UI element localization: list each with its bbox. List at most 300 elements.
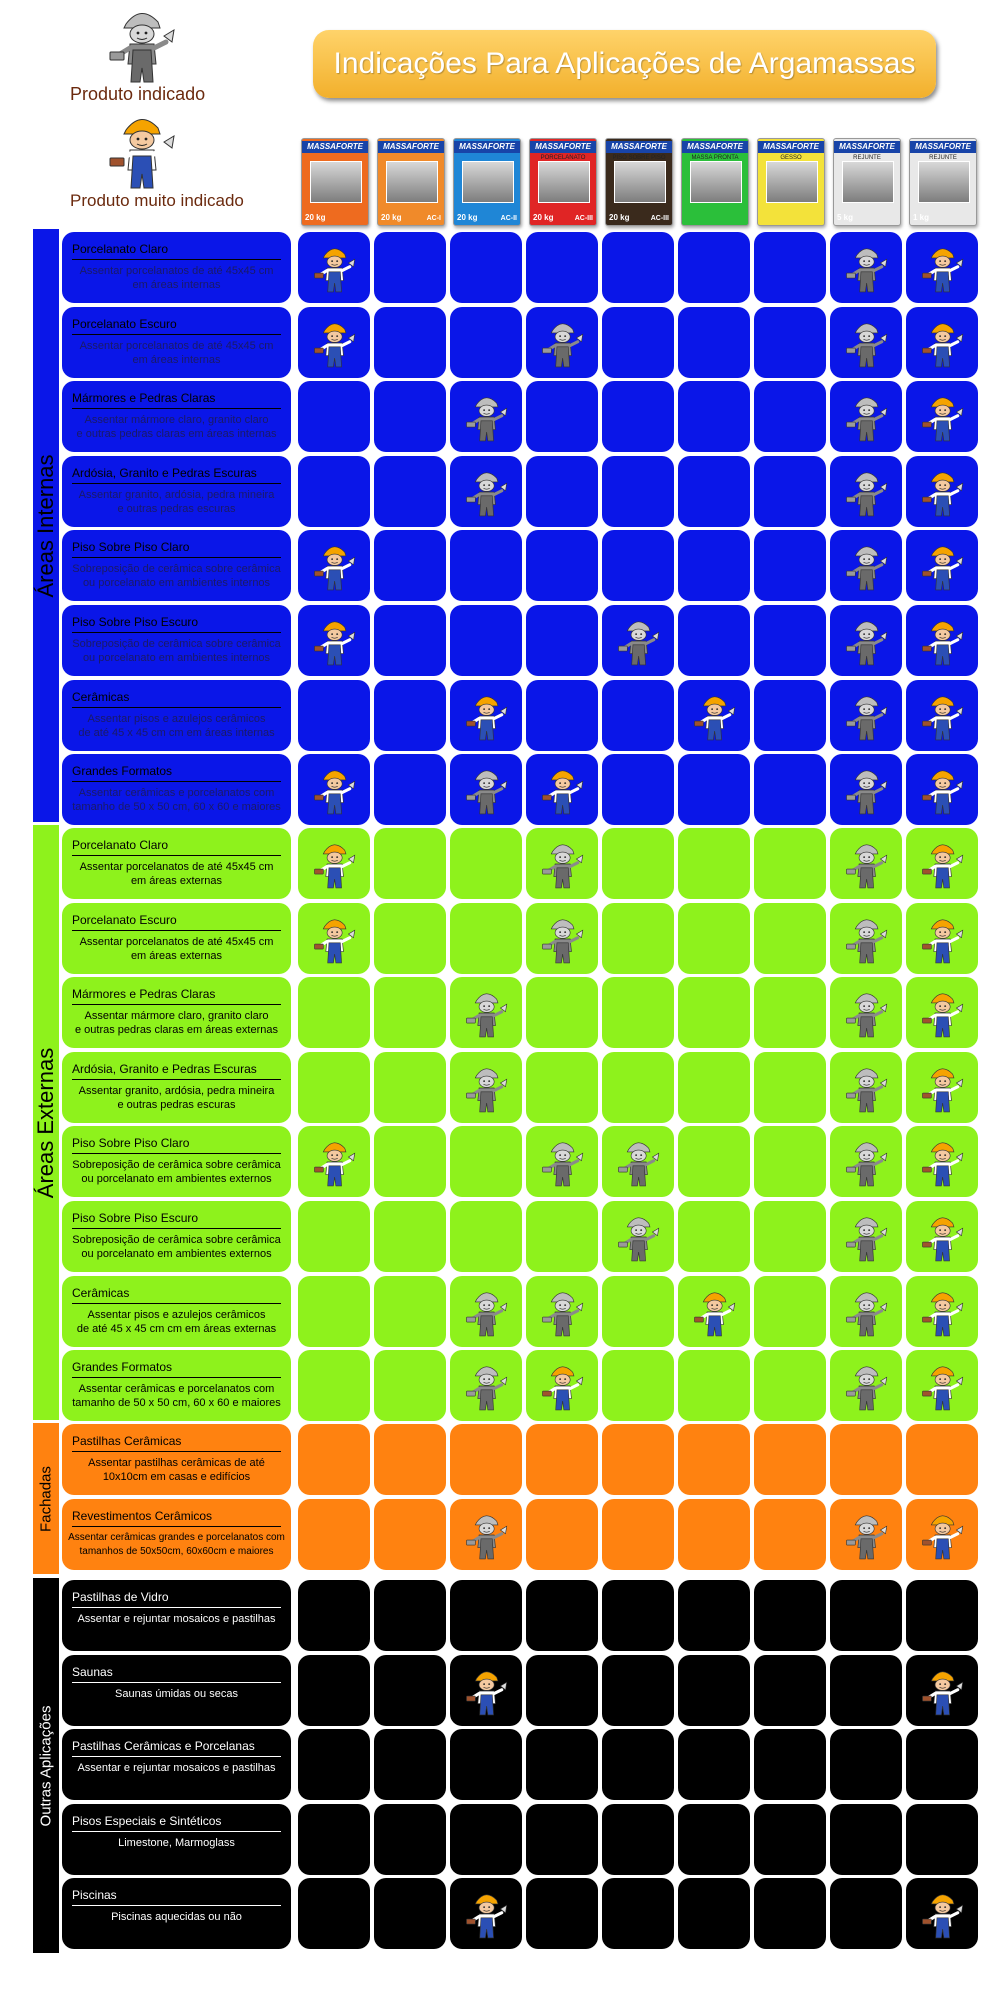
grid-cell — [906, 307, 978, 378]
grid-cell — [602, 1729, 674, 1800]
product-photo — [766, 161, 818, 203]
grid-cell — [374, 381, 446, 452]
grid-cell — [526, 680, 598, 751]
grid-cell — [830, 1878, 902, 1949]
title-divider — [72, 1451, 281, 1452]
application-detail: Assentar mármore claro, granito claro e outras pedras claras em áreas externas — [75, 1010, 278, 1037]
application-title: Mármores e Pedras Claras — [72, 987, 216, 1002]
worker-color-icon — [920, 238, 964, 298]
grid-cell — [906, 530, 978, 601]
worker-color-icon — [920, 1356, 964, 1416]
grid-cell — [830, 1655, 902, 1726]
worker-gray-icon — [844, 1282, 888, 1342]
worker-color-icon — [692, 1282, 736, 1342]
title-divider — [72, 1153, 281, 1154]
grid-cell — [374, 680, 446, 751]
worker-color-icon — [692, 686, 736, 746]
grid-cell — [602, 680, 674, 751]
title-divider — [72, 1831, 281, 1832]
grid-cell — [830, 828, 902, 899]
grid-cell — [374, 530, 446, 601]
worker-color-icon — [540, 1356, 584, 1416]
worker-color-icon — [920, 1282, 964, 1342]
worker-gray-icon — [540, 834, 584, 894]
grid-cell — [450, 307, 522, 378]
product-bag-8 — [831, 130, 901, 225]
title-divider — [72, 1303, 281, 1304]
worker-gray-icon — [464, 983, 508, 1043]
grid-cell — [906, 680, 978, 751]
worker-color-icon — [312, 760, 356, 820]
grid-cell — [450, 1052, 522, 1123]
worker-color-icon — [540, 760, 584, 820]
grid-cell — [678, 1350, 750, 1421]
grid-cell — [526, 754, 598, 825]
grid-cell — [602, 307, 674, 378]
worker-color-icon — [464, 1884, 508, 1944]
grid-cell — [754, 456, 826, 527]
grid-cell — [298, 1655, 370, 1726]
grid-cell — [374, 1052, 446, 1123]
product-name-label: PORCELANATO — [540, 155, 586, 161]
grid-cell — [298, 1729, 370, 1800]
grid-cell — [906, 1276, 978, 1347]
application-title: Cerâmicas — [72, 1285, 130, 1300]
worker-color-icon — [920, 1207, 964, 1267]
product-photo — [842, 161, 894, 203]
grid-cell — [754, 1424, 826, 1495]
grid-cell — [830, 1499, 902, 1570]
product-bag-body — [681, 138, 749, 226]
product-weight-label: 20 kg — [457, 213, 478, 222]
grid-cell — [906, 903, 978, 974]
application-title: Ardósia, Granito e Pedras Escuras — [72, 1061, 257, 1076]
product-bag-body — [833, 138, 901, 226]
application-description — [62, 828, 291, 899]
grid-cell — [906, 1424, 978, 1495]
grid-cell — [526, 1499, 598, 1570]
worker-color-icon — [920, 834, 964, 894]
grid-cell — [526, 828, 598, 899]
title-divider — [72, 1756, 281, 1757]
worker-gray-icon — [844, 238, 888, 298]
grid-cell — [830, 1276, 902, 1347]
grid-cell — [298, 1424, 370, 1495]
grid-cell — [906, 1580, 978, 1651]
application-title: Pisos Especiais e Sintéticos — [72, 1813, 222, 1828]
application-description — [62, 1350, 291, 1421]
worker-gray-icon — [540, 313, 584, 373]
application-detail: Assentar porcelanatos de até 45x45 cm em áreas externas — [79, 935, 274, 962]
grid-cell — [374, 1580, 446, 1651]
grid-cell — [906, 1052, 978, 1123]
grid-cell — [602, 977, 674, 1048]
worker-gray-icon — [844, 1356, 888, 1416]
product-name-label: REJUNTE — [929, 155, 957, 161]
product-brand-label: MASSAFORTE — [530, 141, 596, 153]
grid-cell — [374, 1350, 446, 1421]
worker-gray-icon — [464, 760, 508, 820]
grid-cell — [298, 1052, 370, 1123]
grid-cell — [906, 1126, 978, 1197]
title-divider — [72, 930, 281, 931]
product-weight-label: 1 kg — [913, 213, 930, 222]
application-detail: Sobreposição de cerâmica sobre cerâmica ou porcelanato em ambientes internos — [72, 563, 281, 590]
application-description — [62, 232, 291, 303]
application-detail: Assentar e rejuntar mosaicos e pastilhas — [77, 1613, 276, 1625]
worker-color-icon — [312, 611, 356, 671]
worker-color-icon — [920, 686, 964, 746]
product-name-label: PISO SOBRE PISO — [612, 155, 666, 161]
grid-cell — [602, 1350, 674, 1421]
worker-gray-icon — [844, 983, 888, 1043]
grid-cell — [374, 1424, 446, 1495]
title-divider — [72, 1682, 281, 1683]
grid-cell — [450, 530, 522, 601]
title-divider — [72, 1228, 281, 1229]
application-description — [62, 903, 291, 974]
application-title: Grandes Formatos — [72, 1360, 173, 1375]
worker-gray-icon — [844, 1505, 888, 1565]
grid-cell — [602, 1655, 674, 1726]
product-code-label: AC-I — [426, 215, 441, 222]
product-code-label: AC-III — [650, 215, 669, 222]
application-title: Ardósia, Granito e Pedras Escuras — [72, 465, 257, 480]
grid-cell — [754, 754, 826, 825]
legend-worker-color-icon — [106, 108, 176, 192]
grid-cell — [754, 1878, 826, 1949]
grid-cell — [602, 381, 674, 452]
grid-cell — [298, 1878, 370, 1949]
grid-cell — [374, 1201, 446, 1272]
worker-gray-icon — [616, 1132, 660, 1192]
worker-gray-icon — [464, 1356, 508, 1416]
application-detail: Assentar pastilhas cerâmicas de até 10x10cm em casas e edifícios — [88, 1457, 265, 1483]
worker-color-icon — [920, 313, 964, 373]
title-divider — [72, 557, 281, 558]
grid-cell — [298, 754, 370, 825]
grid-cell — [830, 1350, 902, 1421]
legend-label-highly-indicated: Produto muito indicado — [70, 191, 244, 210]
grid-cell — [298, 307, 370, 378]
application-title: Mármores e Pedras Claras — [72, 391, 216, 406]
grid-cell — [754, 828, 826, 899]
application-detail: Limestone, Marmoglass — [118, 1836, 235, 1849]
application-description — [62, 680, 291, 751]
grid-cell — [298, 530, 370, 601]
product-name-label: GESSO — [780, 155, 802, 161]
grid-cell — [906, 232, 978, 303]
grid-cell — [374, 903, 446, 974]
title-divider — [72, 1377, 281, 1378]
grid-cell — [526, 381, 598, 452]
title-divider — [72, 781, 281, 782]
worker-gray-icon — [540, 1282, 584, 1342]
grid-cell — [906, 1655, 978, 1726]
grid-cell — [526, 530, 598, 601]
grid-cell — [450, 605, 522, 676]
grid-cell — [754, 1350, 826, 1421]
application-detail: Assentar pisos e azulejos cerâmicos de até 45 x 45 cm cm em áreas externas — [76, 1308, 277, 1335]
grid-cell — [526, 1276, 598, 1347]
grid-cell — [298, 456, 370, 527]
application-detail: Assentar e rejuntar mosaicos e pastilhas — [77, 1762, 276, 1775]
application-description — [62, 1804, 291, 1875]
grid-cell — [374, 1878, 446, 1949]
grid-cell — [374, 977, 446, 1048]
application-title: Pastilhas de Vidro — [72, 1590, 169, 1604]
section-label: Áreas Internas — [33, 453, 58, 598]
grid-cell — [754, 1499, 826, 1570]
grid-cell — [602, 1052, 674, 1123]
grid-cell — [906, 381, 978, 452]
grid-cell — [906, 828, 978, 899]
grid-cell — [374, 1499, 446, 1570]
grid-cell — [906, 1804, 978, 1875]
grid-cell — [754, 1804, 826, 1875]
grid-cell — [678, 1655, 750, 1726]
grid-cell — [678, 1276, 750, 1347]
worker-gray-icon — [844, 387, 888, 447]
grid-cell — [374, 307, 446, 378]
application-title: Piso Sobre Piso Escuro — [72, 615, 199, 629]
title-divider — [72, 259, 281, 260]
application-detail: Assentar porcelanatos de até 45x45 cm em áreas internas — [79, 265, 274, 291]
product-bag-body — [453, 138, 521, 226]
product-name-label: MASSA PRONTA — [691, 155, 739, 161]
application-detail: Assentar mármore claro, granito claro e outras pedras claras em áreas internas — [76, 414, 277, 441]
worker-color-icon — [312, 909, 356, 969]
grid-cell — [678, 530, 750, 601]
legend-label-indicated: Produto indicado — [70, 84, 206, 104]
product-code-label: AC-III — [574, 215, 593, 222]
application-title: Porcelanato Escuro — [72, 316, 177, 331]
grid-cell — [526, 456, 598, 527]
product-brand-label: MASSAFORTE — [302, 141, 368, 153]
grid-cell — [298, 1276, 370, 1347]
application-title: Revestimentos Cerâmicos — [72, 1508, 213, 1523]
grid-cell — [602, 456, 674, 527]
grid-cell — [298, 1580, 370, 1651]
application-title: Saunas — [72, 1664, 113, 1679]
grid-cell — [678, 605, 750, 676]
grid-cell — [754, 1126, 826, 1197]
application-title: Pastilhas Cerâmicas e Porcelanas — [72, 1739, 255, 1754]
worker-color-icon — [920, 1132, 964, 1192]
grid-cell — [754, 1655, 826, 1726]
application-description — [62, 1052, 291, 1123]
application-title: Piscinas — [72, 1888, 117, 1903]
section-label: Fachadas — [37, 1465, 55, 1532]
application-title: Porcelanato Claro — [72, 242, 169, 256]
title-divider — [72, 1905, 281, 1906]
worker-color-icon — [920, 909, 964, 969]
application-detail: Saunas úmidas ou secas — [115, 1687, 238, 1700]
grid-cell — [526, 307, 598, 378]
product-photo — [386, 161, 438, 203]
legend-worker-gray-icon — [106, 2, 176, 86]
application-description — [62, 1580, 291, 1651]
grid-cell — [678, 1424, 750, 1495]
grid-cell — [678, 381, 750, 452]
grid-cell — [678, 1580, 750, 1651]
grid-cell — [526, 1804, 598, 1875]
grid-cell — [450, 903, 522, 974]
grid-cell — [526, 1201, 598, 1272]
grid-cell — [450, 1276, 522, 1347]
grid-cell — [526, 605, 598, 676]
worker-gray-icon — [844, 313, 888, 373]
application-detail: Sobreposição de cerâmica sobre cerâmica ou porcelanato em ambientes externos — [72, 1159, 281, 1186]
grid-cell — [526, 1729, 598, 1800]
application-detail: Assentar porcelanatos de até 45x45 cm em áreas externas — [79, 861, 274, 887]
grid-cell — [678, 1052, 750, 1123]
title-divider — [72, 334, 281, 335]
application-detail: Assentar granito, ardósia, pedra mineira e outras pedras escuras — [78, 488, 275, 515]
worker-gray-icon — [464, 462, 508, 522]
product-bag-2 — [375, 130, 445, 225]
grid-cell — [602, 754, 674, 825]
grid-cell — [754, 1052, 826, 1123]
worker-gray-icon — [844, 686, 888, 746]
worker-color-icon — [920, 1058, 964, 1118]
worker-color-icon — [920, 1884, 964, 1944]
grid-cell — [830, 1424, 902, 1495]
product-brand-label: MASSAFORTE — [834, 141, 900, 153]
grid-cell — [526, 1655, 598, 1726]
grid-cell — [526, 1580, 598, 1651]
title-banner — [313, 30, 936, 98]
product-bag-6 — [679, 130, 749, 225]
grid-cell — [450, 456, 522, 527]
grid-cell — [450, 1580, 522, 1651]
worker-color-icon — [464, 686, 508, 746]
grid-cell — [374, 232, 446, 303]
grid-cell — [830, 754, 902, 825]
grid-cell — [526, 232, 598, 303]
product-brand-label: MASSAFORTE — [378, 141, 444, 153]
application-description — [62, 1201, 291, 1272]
grid-cell — [374, 1729, 446, 1800]
product-name-label: REJUNTE — [853, 155, 881, 161]
grid-cell — [526, 1878, 598, 1949]
worker-color-icon — [920, 1661, 964, 1721]
worker-color-icon — [312, 536, 356, 596]
worker-gray-icon — [844, 1058, 888, 1118]
grid-cell — [754, 307, 826, 378]
product-bag-body — [301, 138, 369, 226]
grid-cell — [906, 1201, 978, 1272]
grid-cell — [602, 232, 674, 303]
grid-cell — [298, 1499, 370, 1570]
grid-cell — [298, 903, 370, 974]
grid-cell — [830, 605, 902, 676]
worker-gray-icon — [844, 760, 888, 820]
worker-color-icon — [920, 611, 964, 671]
application-detail: Assentar cerâmicas e porcelanatos com tamanho de 50 x 50 cm, 60 x 60 e maiores — [72, 1383, 281, 1410]
product-photo — [690, 161, 742, 203]
application-description — [62, 456, 291, 527]
grid-cell — [298, 1350, 370, 1421]
grid-cell — [830, 456, 902, 527]
grid-cell — [298, 1126, 370, 1197]
product-code-label: AC-II — [500, 215, 517, 222]
product-bag-4 — [527, 130, 597, 225]
worker-color-icon — [312, 238, 356, 298]
grid-cell — [602, 1424, 674, 1495]
grid-cell — [450, 1424, 522, 1495]
grid-cell — [526, 1350, 598, 1421]
product-bag-7 — [755, 130, 825, 225]
application-detail: Assentar pisos e azulejos cerâmicos de até 45 x 45 cm cm em áreas internas — [78, 712, 275, 739]
application-detail: Assentar cerâmicas grandes e porcelanatos com tamanhos de 50x50cm, 60x60cm e maiores — [68, 1531, 285, 1557]
product-photo — [310, 161, 362, 203]
grid-cell — [678, 903, 750, 974]
grid-cell — [906, 754, 978, 825]
product-bag-body — [605, 138, 673, 226]
worker-gray-icon — [464, 1058, 508, 1118]
grid-cell — [450, 754, 522, 825]
application-description — [62, 1878, 291, 1949]
grid-cell — [298, 232, 370, 303]
grid-cell — [602, 1126, 674, 1197]
grid-cell — [906, 1350, 978, 1421]
grid-cell — [754, 232, 826, 303]
application-detail: Sobreposição de cerâmica sobre cerâmica ou porcelanato em ambientes externos — [72, 1234, 281, 1260]
grid-cell — [450, 1729, 522, 1800]
grid-cell — [602, 1878, 674, 1949]
grid-cell — [298, 1804, 370, 1875]
product-photo — [614, 161, 666, 203]
grid-cell — [906, 1729, 978, 1800]
grid-cell — [374, 1126, 446, 1197]
application-description — [62, 530, 291, 601]
application-description — [62, 754, 291, 825]
grid-cell — [678, 232, 750, 303]
title-divider — [72, 707, 281, 708]
grid-cell — [602, 1804, 674, 1875]
grid-cell — [450, 1804, 522, 1875]
application-title: Piso Sobre Piso Escuro — [72, 1211, 199, 1225]
worker-gray-icon — [540, 1132, 584, 1192]
grid-cell — [906, 605, 978, 676]
grid-cell — [678, 307, 750, 378]
grid-cell — [678, 680, 750, 751]
title-divider — [72, 1004, 281, 1005]
grid-cell — [450, 1201, 522, 1272]
grid-cell — [906, 1499, 978, 1570]
product-brand-label: MASSAFORTE — [910, 141, 976, 153]
grid-cell — [830, 530, 902, 601]
worker-color-icon — [920, 462, 964, 522]
grid-cell — [754, 1729, 826, 1800]
worker-color-icon — [464, 1661, 508, 1721]
product-brand-label: MASSAFORTE — [758, 141, 824, 153]
application-title: Cerâmicas — [72, 689, 130, 704]
application-description — [62, 1499, 291, 1570]
grid-cell — [678, 1804, 750, 1875]
title-divider — [72, 1607, 281, 1608]
product-photo — [462, 161, 514, 203]
grid-cell — [602, 1499, 674, 1570]
application-description — [62, 1424, 291, 1495]
grid-cell — [374, 1276, 446, 1347]
grid-cell — [830, 903, 902, 974]
grid-cell — [450, 1878, 522, 1949]
grid-cell — [830, 1580, 902, 1651]
grid-cell — [450, 381, 522, 452]
grid-cell — [450, 1499, 522, 1570]
